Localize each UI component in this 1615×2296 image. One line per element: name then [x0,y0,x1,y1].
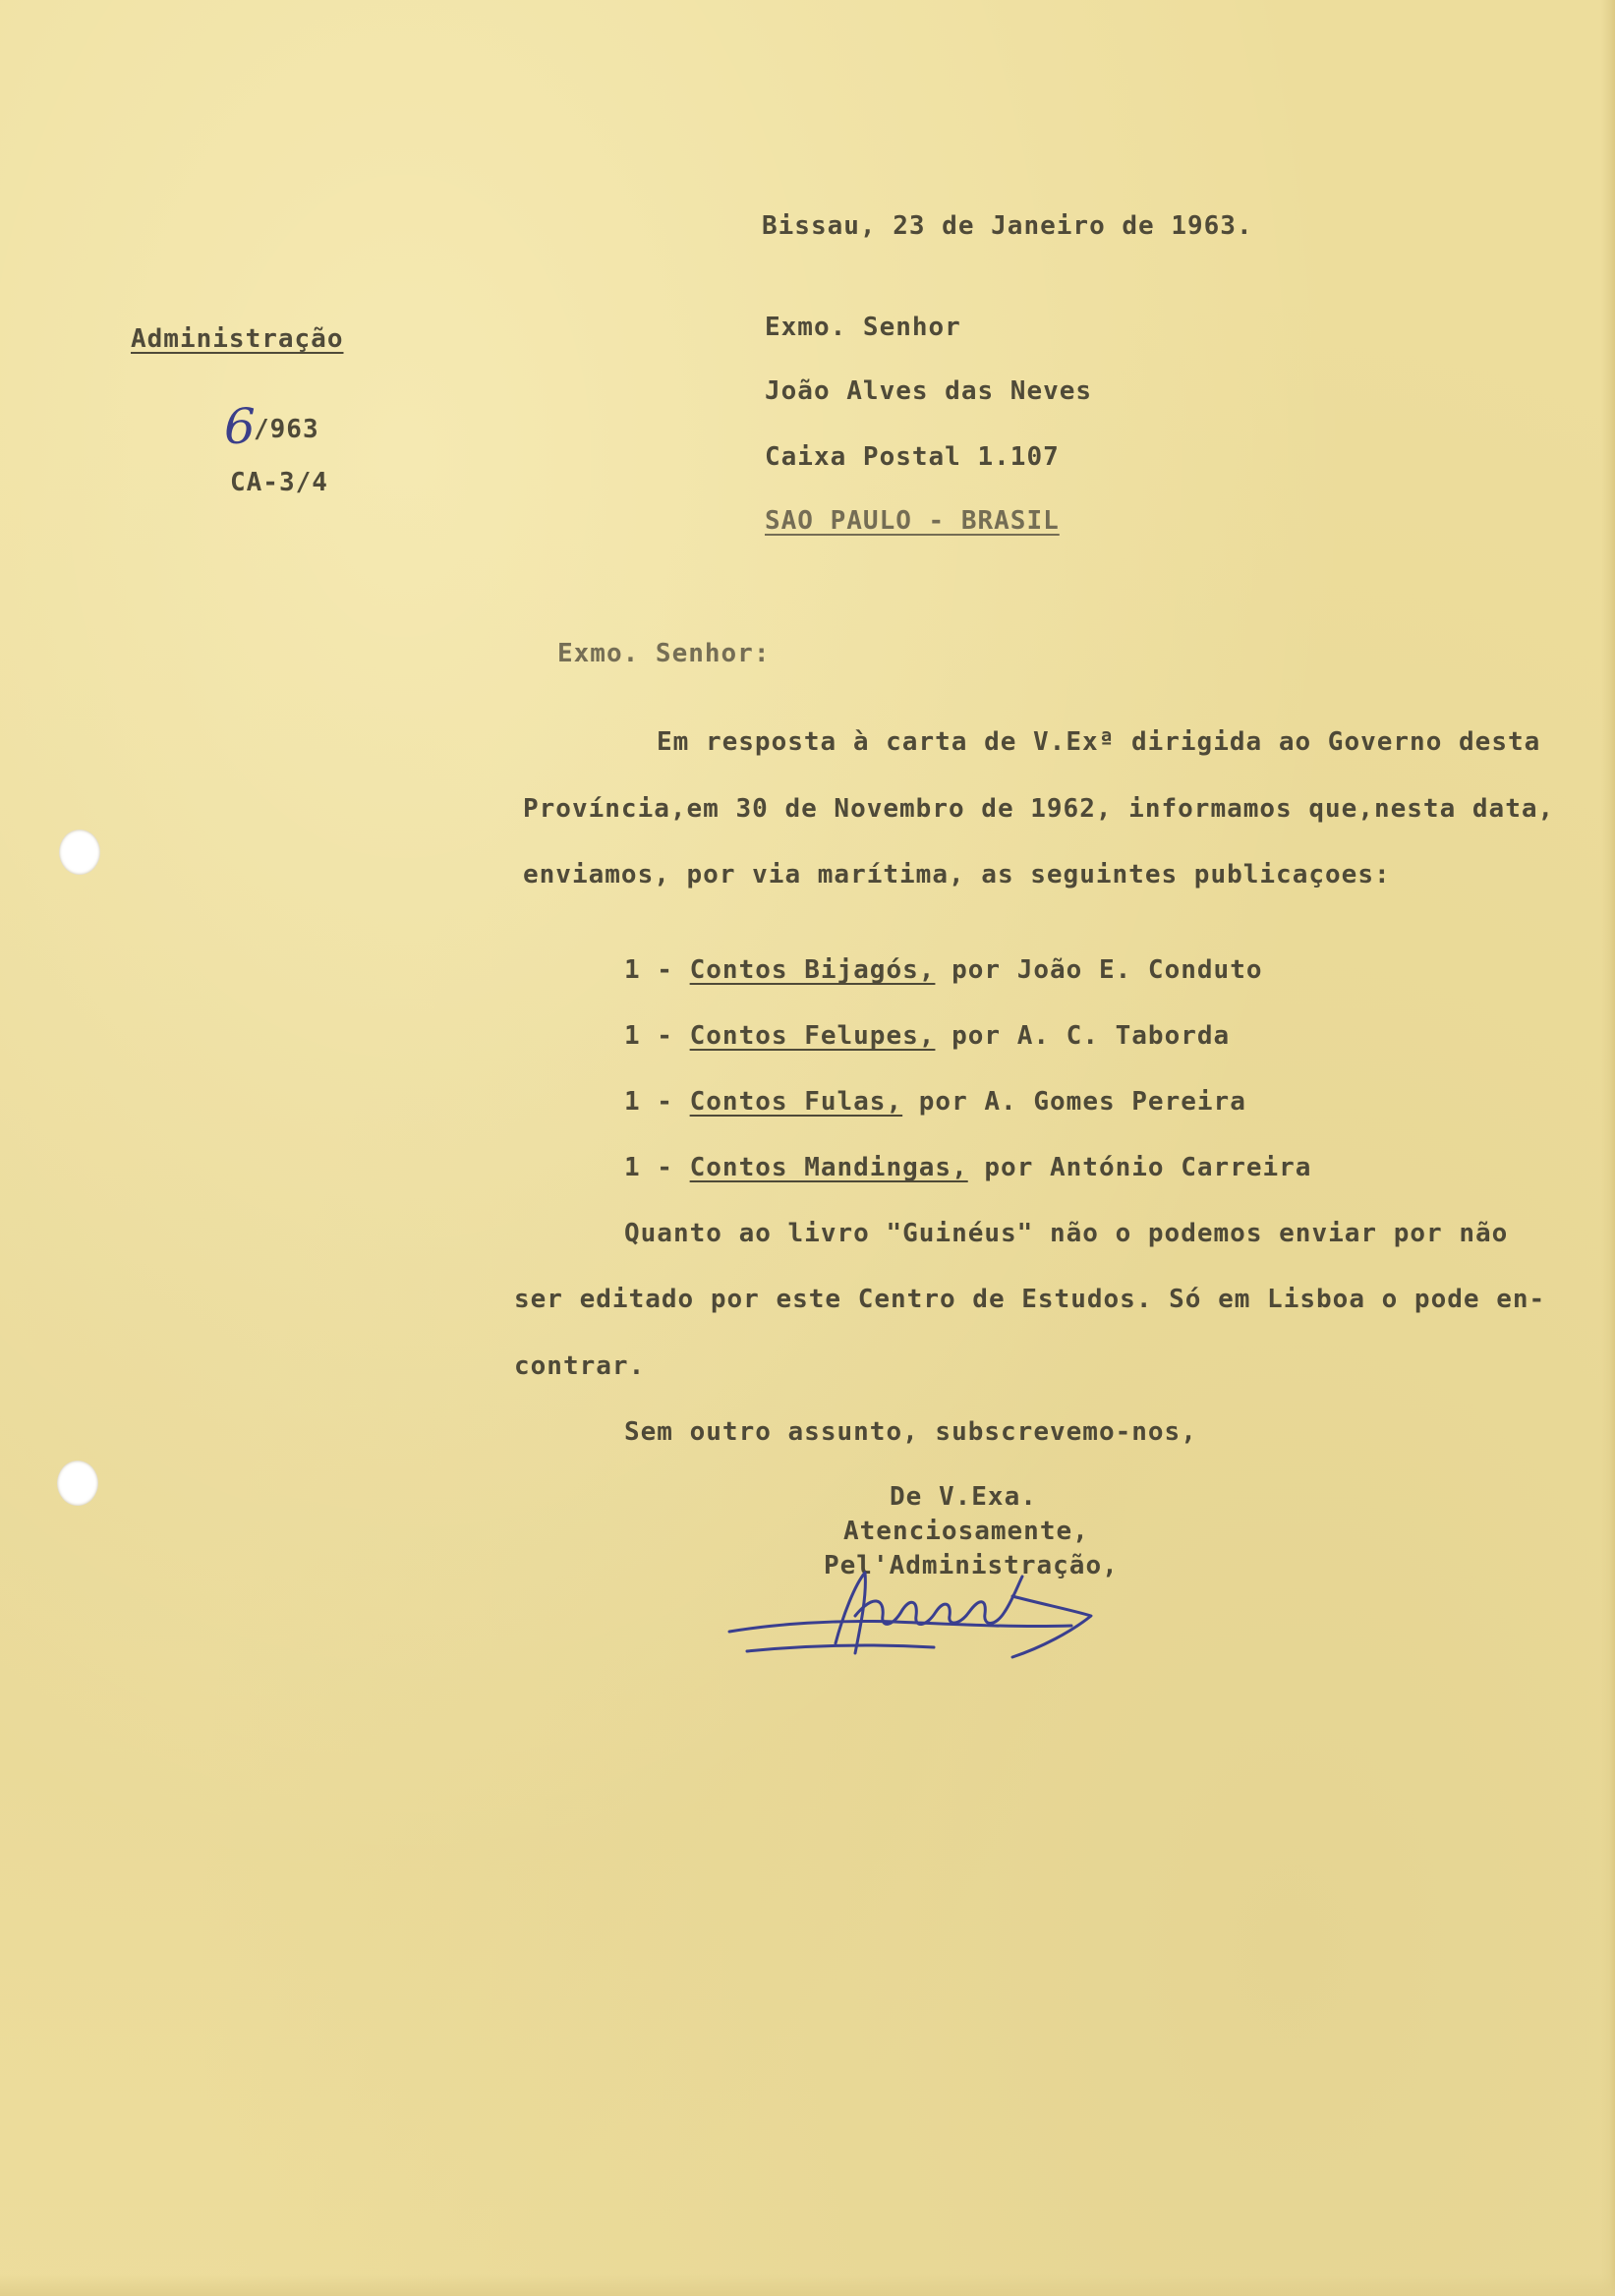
paper-edge-right [1601,0,1615,2296]
department-label: Administração [131,324,344,354]
publication-item [624,955,1263,985]
closing-regards: Atenciosamente, [843,1517,1089,1546]
addressee-salutation: Exmo. Senhor [765,313,961,342]
publication-title: Contos Felupes, [689,1021,936,1051]
publication-author: por João E. Conduto [952,955,1263,985]
punch-hole-icon [57,1461,98,1506]
paper-edge-bottom [0,2274,1615,2296]
addressee-address: Caixa Postal 1.107 [765,442,1060,472]
publication-qty: 1 - [624,1087,673,1117]
paragraph-1-line: enviamos, por via marítima, as seguintes publicaçoes: [523,860,1391,890]
publication-item [624,1021,1230,1051]
closing-department: Pel'Administração, [824,1551,1119,1580]
signature-icon [718,1555,1170,1663]
reference-code: CA-3/4 [230,468,328,497]
publication-item [624,1153,1311,1182]
paragraph-1-line: Em resposta à carta de V.Exª dirigida ao Governo desta [657,727,1541,757]
publication-author: por A. Gomes Pereira [918,1087,1246,1117]
publication-item [624,1087,1246,1117]
punch-hole-icon [59,830,100,875]
letter-greeting: Exmo. Senhor: [557,639,771,668]
publication-qty: 1 - [624,1021,673,1051]
publication-title: Contos Mandingas, [689,1153,968,1182]
closing-line: Sem outro assunto, subscrevemo-nos, [624,1417,1197,1447]
closing-courtesy: De V.Exa. [890,1482,1037,1512]
publication-qty: 1 - [624,1153,673,1182]
paragraph-2-line: Quanto ao livro "Guinéus" não o podemos enviar por não [624,1219,1509,1248]
handwritten-number: 6 [224,398,256,455]
reference-year: /963 [254,415,319,444]
publication-author: por A. C. Taborda [952,1021,1231,1051]
addressee-city: SAO PAULO - BRASIL [765,506,1060,536]
publication-title: Contos Bijagós, [689,955,936,985]
publication-qty: 1 - [624,955,673,985]
date-line: Bissau, 23 de Janeiro de 1963. [762,211,1253,241]
addressee-name: João Alves das Neves [765,376,1093,406]
paragraph-2-line: contrar. [514,1351,646,1381]
paragraph-1-line: Província,em 30 de Novembro de 1962, informamos que,nesta data, [523,794,1555,824]
publication-author: por António Carreira [984,1153,1312,1182]
paragraph-2-line: ser editado por este Centro de Estudos. Só em Lisboa o pode en- [514,1285,1546,1314]
publication-title: Contos Fulas, [689,1087,903,1117]
